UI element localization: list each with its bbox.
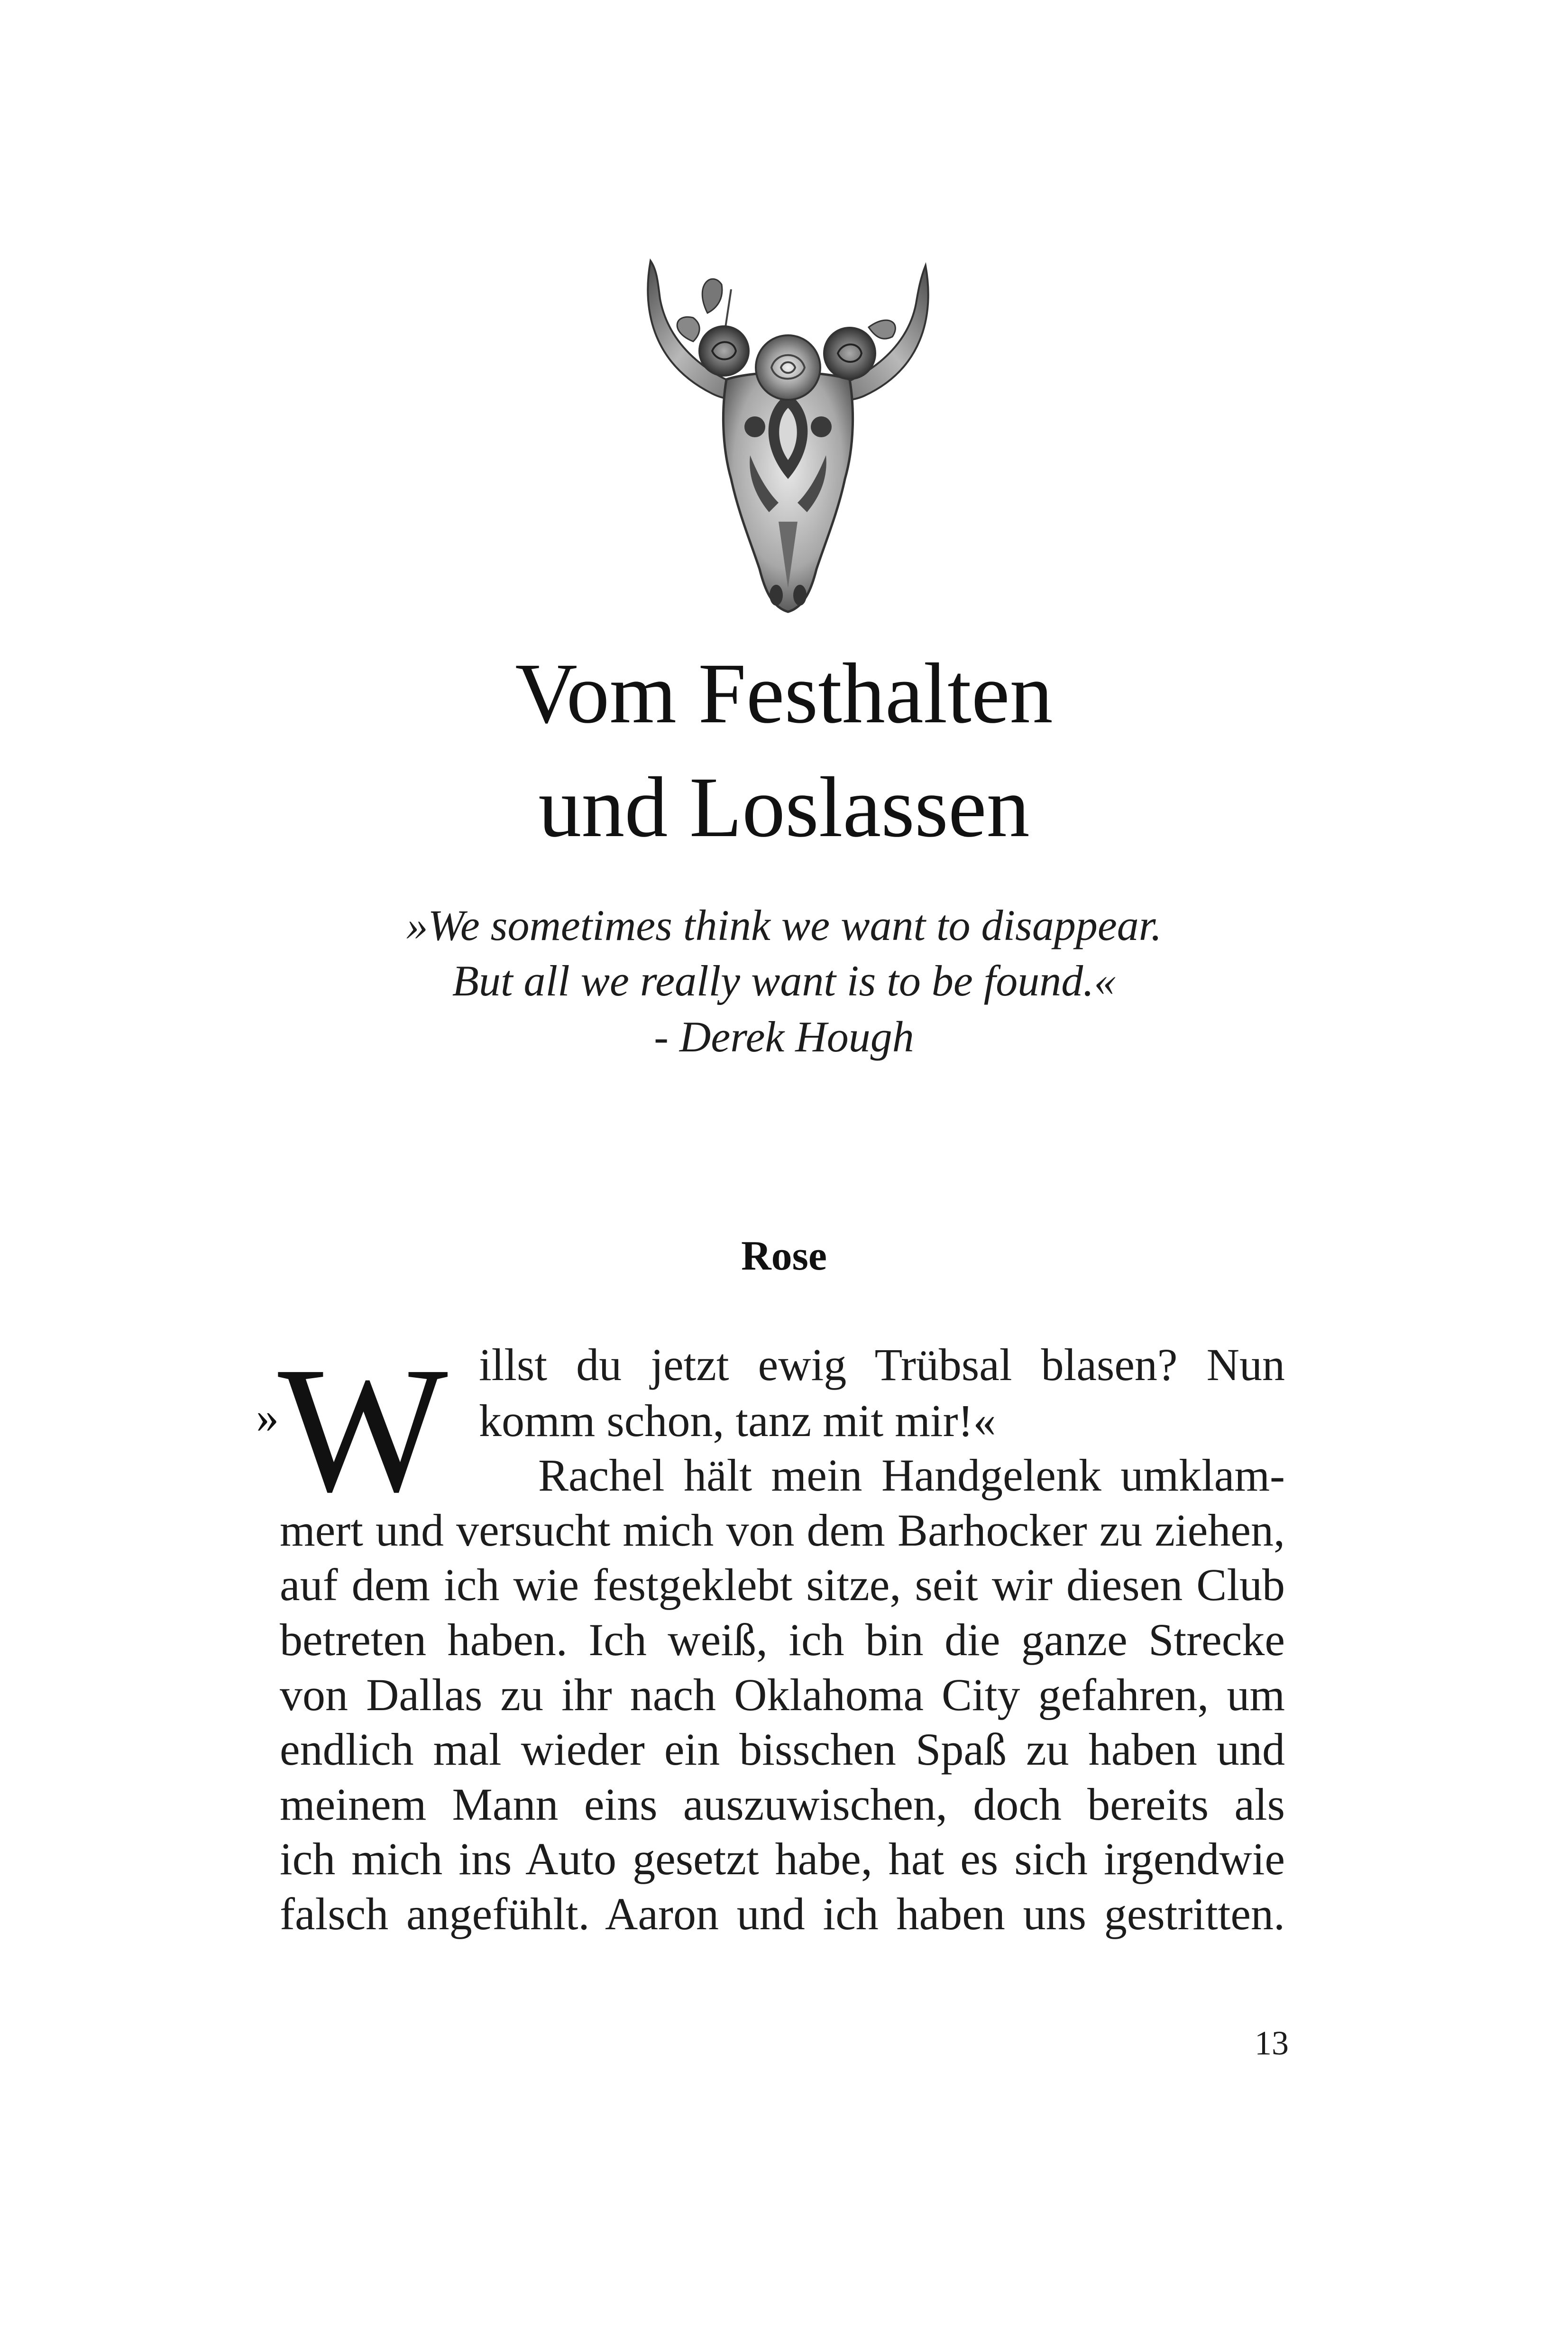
epigraph-line-1: »We sometimes think we want to disappear. (406, 901, 1162, 949)
opening-guillemet: » (256, 1391, 279, 1442)
epigraph-line-2: But all we really want is to be found.« (452, 957, 1116, 1005)
pov-character-heading: Rose (741, 1233, 827, 1279)
drop-cap: W (278, 1330, 448, 1529)
body-line: auf dem ich wie festgeklebt sitze, seit wir diesen Club (280, 1559, 1285, 1610)
page-number: 13 (1255, 2024, 1289, 2062)
epigraph-attribution: - Derek Hough (654, 1013, 914, 1061)
body-line: ich mich ins Auto gesetzt habe, hat es sich irgendwie (280, 1833, 1285, 1884)
body-line: falsch angefühlt. Aaron und ich haben uns gestritten. (280, 1888, 1285, 1939)
chapter-title-line-2: und Loslassen (538, 760, 1030, 855)
floral-bull-skull-icon (641, 256, 935, 617)
chapter-title-line-1: Vom Festhalten (515, 646, 1053, 741)
body-line: meinem Mann eins auszuwischen, doch bereits als (280, 1779, 1285, 1830)
body-line: illst du jetzt ewig Trübsal blasen? Nun (479, 1339, 1285, 1390)
body-line: betreten haben. Ich weiß, ich bin die ganze Strecke (280, 1614, 1285, 1665)
body-line: endlich mal wieder ein bisschen Spaß zu haben und (280, 1724, 1285, 1775)
body-line: komm schon, tanz mit mir!« (479, 1395, 996, 1446)
body-line: Rachel hält mein Handgelenk umklam- (538, 1450, 1285, 1501)
body-line: von Dallas zu ihr nach Oklahoma City gefahren, um (280, 1669, 1285, 1720)
body-line: mert und versucht mich von dem Barhocker zu ziehen, (280, 1505, 1285, 1556)
